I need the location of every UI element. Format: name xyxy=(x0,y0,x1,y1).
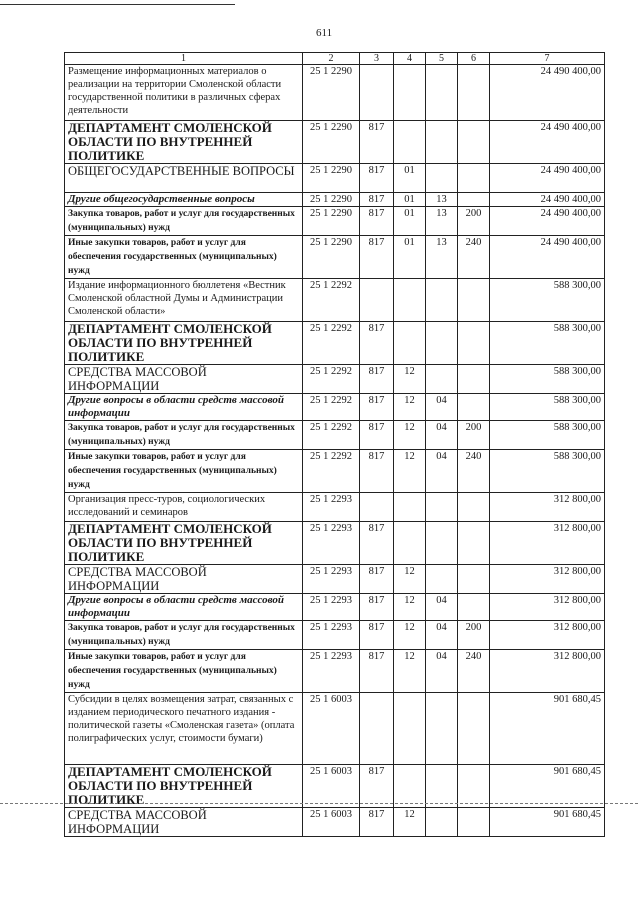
subsection-code xyxy=(426,493,458,522)
ministry-code: 817 xyxy=(360,207,394,236)
column-header: 1 xyxy=(65,53,303,65)
target-article-code: 25 1 2293 xyxy=(303,594,360,621)
expense-type-code xyxy=(458,522,490,565)
section-code: 12 xyxy=(394,365,426,394)
subsection-code xyxy=(426,65,458,121)
target-article-code: 25 1 2290 xyxy=(303,236,360,279)
amount: 24 490 400,00 xyxy=(490,207,605,236)
subsection-code: 04 xyxy=(426,650,458,693)
expense-type-code: 240 xyxy=(458,450,490,493)
ministry-code xyxy=(360,279,394,322)
target-article-code: 25 1 2292 xyxy=(303,279,360,322)
table-row xyxy=(65,650,605,693)
row-description: СРЕДСТВА МАССОВОЙ ИНФОРМАЦИИ xyxy=(65,365,303,394)
expense-type-code xyxy=(458,394,490,421)
scan-artifact-dashed-line xyxy=(0,803,638,804)
row-description: Организация пресс-туров, социологических исследований и семинаров xyxy=(65,493,303,522)
amount: 24 490 400,00 xyxy=(490,193,605,207)
target-article-code: 25 1 6003 xyxy=(303,808,360,837)
expense-type-code xyxy=(458,693,490,765)
target-article-code: 25 1 2290 xyxy=(303,164,360,193)
subsection-code xyxy=(426,565,458,594)
row-description: Другие общегосударственные вопросы xyxy=(65,193,303,207)
column-header: 6 xyxy=(458,53,490,65)
row-description: Другие вопросы в области средств массовой информации xyxy=(65,594,303,621)
section-code: 01 xyxy=(394,193,426,207)
table-row xyxy=(65,621,605,650)
row-description: Иные закупки товаров, работ и услуг для обеспечения государственных (муниципальных) нужд xyxy=(65,450,303,493)
table-row xyxy=(65,565,605,594)
table-row xyxy=(65,193,605,207)
table-row xyxy=(65,594,605,621)
section-code: 12 xyxy=(394,394,426,421)
section-code: 12 xyxy=(394,621,426,650)
amount: 312 800,00 xyxy=(490,621,605,650)
section-code xyxy=(394,279,426,322)
ministry-code xyxy=(360,493,394,522)
ministry-code: 817 xyxy=(360,421,394,450)
table-row xyxy=(65,365,605,394)
ministry-code: 817 xyxy=(360,808,394,837)
expense-type-code xyxy=(458,765,490,808)
expense-type-code: 200 xyxy=(458,207,490,236)
ministry-code: 817 xyxy=(360,236,394,279)
ministry-code: 817 xyxy=(360,365,394,394)
section-code xyxy=(394,493,426,522)
expense-type-code xyxy=(458,121,490,164)
table-row xyxy=(65,765,605,808)
amount: 901 680,45 xyxy=(490,808,605,837)
table-row xyxy=(65,450,605,493)
target-article-code: 25 1 2292 xyxy=(303,322,360,365)
target-article-code: 25 1 2290 xyxy=(303,207,360,236)
row-description: Закупка товаров, работ и услуг для государственных (муниципальных) нужд xyxy=(65,621,303,650)
column-header: 2 xyxy=(303,53,360,65)
subsection-code xyxy=(426,693,458,765)
expense-type-code: 240 xyxy=(458,650,490,693)
expense-type-code: 240 xyxy=(458,236,490,279)
target-article-code: 25 1 2293 xyxy=(303,522,360,565)
table-row xyxy=(65,493,605,522)
row-description: Издание информационного бюллетеня «Вестник Смоленской областной Думы и Администрации Смоленской области» xyxy=(65,279,303,322)
subsection-code: 04 xyxy=(426,621,458,650)
subsection-code: 13 xyxy=(426,207,458,236)
amount: 901 680,45 xyxy=(490,693,605,765)
section-code xyxy=(394,121,426,164)
target-article-code: 25 1 2292 xyxy=(303,394,360,421)
section-code xyxy=(394,65,426,121)
amount: 588 300,00 xyxy=(490,394,605,421)
section-code: 12 xyxy=(394,565,426,594)
expense-type-code: 200 xyxy=(458,621,490,650)
row-description: ДЕПАРТАМЕНТ СМОЛЕНСКОЙ ОБЛАСТИ ПО ВНУТРЕННЕЙ ПОЛИТИКЕ xyxy=(65,322,303,365)
section-code: 01 xyxy=(394,207,426,236)
amount: 588 300,00 xyxy=(490,279,605,322)
subsection-code xyxy=(426,765,458,808)
section-code: 12 xyxy=(394,450,426,493)
ministry-code xyxy=(360,65,394,121)
amount: 312 800,00 xyxy=(490,493,605,522)
table-header-row xyxy=(65,53,605,65)
subsection-code: 04 xyxy=(426,421,458,450)
expense-type-code xyxy=(458,565,490,594)
subsection-code xyxy=(426,522,458,565)
subsection-code xyxy=(426,164,458,193)
target-article-code: 25 1 2290 xyxy=(303,193,360,207)
section-code xyxy=(394,522,426,565)
expense-type-code xyxy=(458,193,490,207)
ministry-code: 817 xyxy=(360,450,394,493)
table-row xyxy=(65,693,605,765)
amount: 588 300,00 xyxy=(490,365,605,394)
target-article-code: 25 1 2292 xyxy=(303,365,360,394)
row-description: Закупка товаров, работ и услуг для государственных (муниципальных) нужд xyxy=(65,421,303,450)
table-row xyxy=(65,164,605,193)
section-code: 12 xyxy=(394,808,426,837)
column-header: 3 xyxy=(360,53,394,65)
expense-type-code xyxy=(458,322,490,365)
subsection-code xyxy=(426,121,458,164)
amount: 588 300,00 xyxy=(490,450,605,493)
subsection-code: 13 xyxy=(426,236,458,279)
ministry-code xyxy=(360,693,394,765)
ministry-code: 817 xyxy=(360,594,394,621)
subsection-code: 04 xyxy=(426,450,458,493)
target-article-code: 25 1 2290 xyxy=(303,65,360,121)
expense-type-code xyxy=(458,594,490,621)
row-description: Иные закупки товаров, работ и услуг для обеспечения государственных (муниципальных) нужд xyxy=(65,236,303,279)
amount: 312 800,00 xyxy=(490,594,605,621)
table-row xyxy=(65,279,605,322)
subsection-code: 04 xyxy=(426,594,458,621)
subsection-code: 04 xyxy=(426,394,458,421)
section-code xyxy=(394,693,426,765)
ministry-code: 817 xyxy=(360,650,394,693)
column-header: 4 xyxy=(394,53,426,65)
target-article-code: 25 1 2293 xyxy=(303,493,360,522)
target-article-code: 25 1 2292 xyxy=(303,450,360,493)
amount: 312 800,00 xyxy=(490,522,605,565)
row-description: Закупка товаров, работ и услуг для государственных (муниципальных) нужд xyxy=(65,207,303,236)
row-description: ДЕПАРТАМЕНТ СМОЛЕНСКОЙ ОБЛАСТИ ПО ВНУТРЕННЕЙ ПОЛИТИКЕ xyxy=(65,522,303,565)
ministry-code: 817 xyxy=(360,121,394,164)
ministry-code: 817 xyxy=(360,164,394,193)
ministry-code: 817 xyxy=(360,565,394,594)
row-description: Субсидии в целях возмещения затрат, связанных с изданием периодического печатного издания - политической газеты «Смоленская газета» (оплата полиграфических услуг, стоимости бумаги) xyxy=(65,693,303,765)
subsection-code xyxy=(426,322,458,365)
row-description: Другие вопросы в области средств массовой информации xyxy=(65,394,303,421)
amount: 24 490 400,00 xyxy=(490,121,605,164)
expense-type-code xyxy=(458,279,490,322)
expense-type-code xyxy=(458,365,490,394)
target-article-code: 25 1 2293 xyxy=(303,650,360,693)
row-description: СРЕДСТВА МАССОВОЙ ИНФОРМАЦИИ xyxy=(65,808,303,837)
section-code xyxy=(394,322,426,365)
row-description: СРЕДСТВА МАССОВОЙ ИНФОРМАЦИИ xyxy=(65,565,303,594)
table-row xyxy=(65,522,605,565)
amount: 588 300,00 xyxy=(490,421,605,450)
amount: 24 490 400,00 xyxy=(490,65,605,121)
row-description: ДЕПАРТАМЕНТ СМОЛЕНСКОЙ ОБЛАСТИ ПО ВНУТРЕННЕЙ ПОЛИТИКЕ xyxy=(65,121,303,164)
target-article-code: 25 1 2290 xyxy=(303,121,360,164)
ministry-code: 817 xyxy=(360,765,394,808)
target-article-code: 25 1 6003 xyxy=(303,765,360,808)
target-article-code: 25 1 2293 xyxy=(303,621,360,650)
expense-type-code xyxy=(458,65,490,121)
row-description: Размещение информационных материалов о реализации на территории Смоленской области государственной политики в различных сферах деятельности xyxy=(65,65,303,121)
row-description: ОБЩЕГОСУДАРСТВЕННЫЕ ВОПРОСЫ xyxy=(65,164,303,193)
section-code: 01 xyxy=(394,164,426,193)
expense-type-code xyxy=(458,493,490,522)
subsection-code xyxy=(426,808,458,837)
expense-type-code xyxy=(458,164,490,193)
ministry-code: 817 xyxy=(360,322,394,365)
amount: 24 490 400,00 xyxy=(490,236,605,279)
section-code: 12 xyxy=(394,650,426,693)
column-header: 7 xyxy=(490,53,605,65)
row-description: Иные закупки товаров, работ и услуг для обеспечения государственных (муниципальных) нужд xyxy=(65,650,303,693)
section-code: 12 xyxy=(394,421,426,450)
subsection-code xyxy=(426,279,458,322)
table-row xyxy=(65,421,605,450)
expense-type-code xyxy=(458,808,490,837)
ministry-code: 817 xyxy=(360,621,394,650)
target-article-code: 25 1 2292 xyxy=(303,421,360,450)
scan-artifact-line xyxy=(0,4,235,5)
amount: 901 680,45 xyxy=(490,765,605,808)
section-code xyxy=(394,765,426,808)
target-article-code: 25 1 2293 xyxy=(303,565,360,594)
target-article-code: 25 1 6003 xyxy=(303,693,360,765)
section-code: 12 xyxy=(394,594,426,621)
table-row xyxy=(65,121,605,164)
page-number: 611 xyxy=(316,27,333,39)
ministry-code: 817 xyxy=(360,193,394,207)
table-row xyxy=(65,65,605,121)
amount: 588 300,00 xyxy=(490,322,605,365)
subsection-code: 13 xyxy=(426,193,458,207)
column-header: 5 xyxy=(426,53,458,65)
section-code: 01 xyxy=(394,236,426,279)
table-row xyxy=(65,394,605,421)
budget-table xyxy=(64,52,605,837)
amount: 312 800,00 xyxy=(490,650,605,693)
row-description: ДЕПАРТАМЕНТ СМОЛЕНСКОЙ ОБЛАСТИ ПО ВНУТРЕННЕЙ ПОЛИТИКЕ xyxy=(65,765,303,808)
ministry-code: 817 xyxy=(360,522,394,565)
ministry-code: 817 xyxy=(360,394,394,421)
table-row xyxy=(65,236,605,279)
table-row xyxy=(65,808,605,837)
expense-type-code: 200 xyxy=(458,421,490,450)
table-row xyxy=(65,207,605,236)
amount: 24 490 400,00 xyxy=(490,164,605,193)
amount: 312 800,00 xyxy=(490,565,605,594)
table-row xyxy=(65,322,605,365)
subsection-code xyxy=(426,365,458,394)
